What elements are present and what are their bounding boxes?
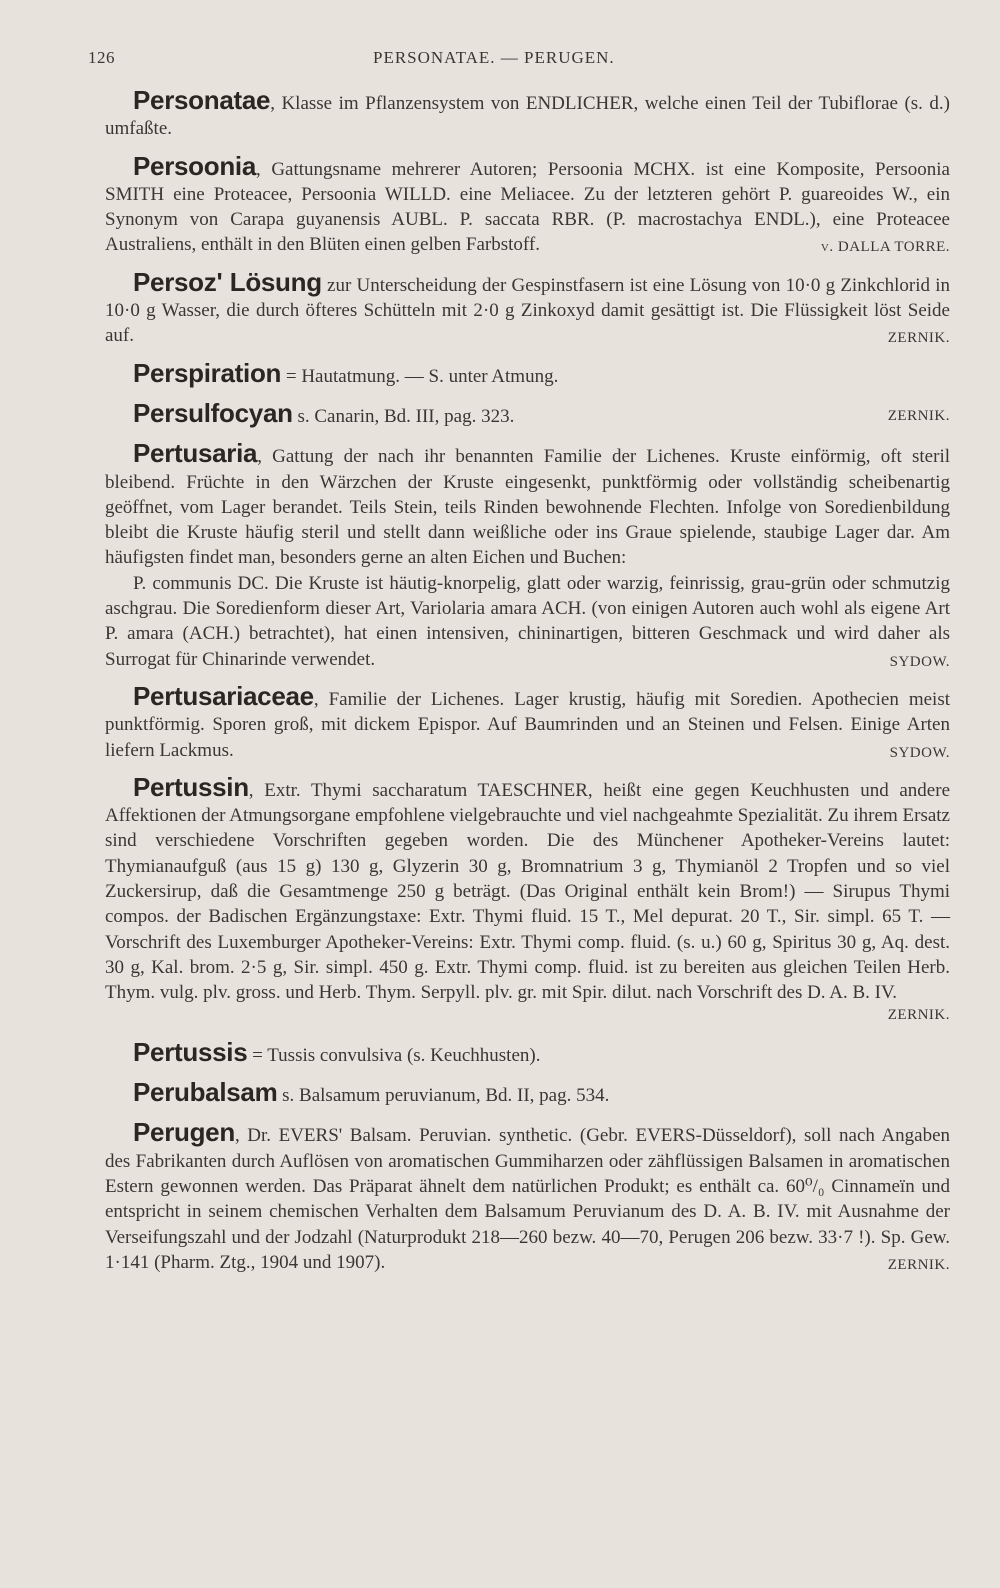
entry-headword: Pertussis	[133, 1036, 248, 1067]
entry-headword: Persulfocyan	[133, 397, 293, 428]
entry-text: Klasse im Pflanzensystem von ENDLICHER, welche einen Teil der Tubiflorae (s. d.) umfaßte.	[105, 93, 950, 140]
entry-headword: Pertusariaceae	[133, 680, 314, 711]
entry-persoz-loesung	[105, 266, 951, 349]
entry-personatae: Personatae, Klasse im Pflanzensystem von ENDLICHER, welche einen Teil der Tubiflorae (s. d.) umfaßte.	[105, 85, 950, 140]
entry-text: Familie der Lichenes. Lager krustig, häufig mit Soredien. Apothecien meist punktförmig. Sporen groß, mit dickem Epispor. Auf Baumrinden und an Steinen und Felsen. Einige Arten liefern Lackmus.	[105, 688, 951, 761]
entry-persulfocyan	[105, 397, 950, 429]
entry-text: = Tussis convulsiva (s. Keuchhusten).	[252, 1044, 541, 1066]
entry-headword: Pertussin	[133, 771, 249, 802]
entry-author: ZERNIK.	[887, 407, 950, 424]
entry-headword: Pertusaria	[133, 438, 258, 469]
page-number: 126	[88, 48, 115, 67]
entry-persoonia: Persoonia, Gattungsname mehrerer Autoren; Persoonia MCHX. ist eine Komposite, Persoonia SMITH eine Proteacee, Persoonia WILLD. eine Meliacee. Zu der letzteren gehört P. guareoides W., ein Synonym von Carapa guyanensis AUBL. P. saccata RBR. (P. macrostachya ENDL.), eine Proteacee Australiens, enthält in den Blüten einen gelben Farbstoff. v. DALLA TORRE.	[105, 154, 950, 258]
entry-subtext: P. communis DC. Die Kruste ist häutig-knorpelig, glatt oder warzig, feinrissig, grau-grün oder schmutzig aschgrau. Die Soredienform dieser Art, Variolaria amara ACH. (von einigen Autoren auch wohl als eigene Art P. amara (ACH.) betrachtet), hat einen intensiven, chininartigen, bitteren Geschmack und wird daher als Surrogat für Chinarinde verwendet.	[105, 572, 950, 670]
entry-author: ZERNIK.	[887, 330, 950, 347]
entry-pertusariaceae: Pertusariaceae, Familie der Lichenes. Lager krustig, häufig mit Soredien. Apothecien meist punktförmig. Sporen groß, mit dickem Epispor. Auf Baumrinden und an Steinen und Felsen. Einige Arten liefern Lackmus. SYDOW.	[105, 684, 950, 763]
entry-text: zur Unterscheidung der Gespinstfasern ist eine Lösung von 10·0 g Zinkchlorid in 10·0 g Wasser, die durch öfteres Schütteln mit 2·0 g Zinkoxyd damit gesättigt ist. Die Flüssigkeit löst Seide auf.	[105, 274, 951, 347]
entry-text: s. Balsamum peruvianum, Bd. II, pag. 534.	[282, 1085, 610, 1107]
running-title: PERSONATAE. — PERUGEN.	[373, 48, 615, 67]
entry-headword: Personatae	[133, 85, 271, 115]
entry-perspiration	[105, 357, 950, 389]
entry-perugen: Perugen, Dr. EVERS' Balsam. Peruvian. synthetic. (Gebr. EVERS-Düsseldorf), soll nach Angaben des Fabrikanten durch Auflösen von aromatischen Gummiharzen oder zähflüssigen Balsamen in aromatischen Estern gewonnen werden. Das Präparat ähnelt dem natürlichen Produkt; es enthält ca. 60⁰/₀ Cinnameïn und entspricht in seinem chemischen Verhalten dem Balsamum Peruvianum des D. A. B. IV. mit Ausnahme der Verseifungszahl und der Jodzahl (Naturprodukt 218—260 bezw. 40—70, Perugen 206 bezw. 33·7 !). Sp. Gew. 1·141 (Pharm. Ztg., 1904 und 1907). ZERNIK.	[105, 1120, 950, 1275]
entry-headword: Perubalsam	[133, 1077, 278, 1108]
entry-pertussis	[105, 1036, 950, 1068]
dictionary-entries	[105, 85, 951, 1287]
entry-text: Gattungsname mehrerer Autoren; Persoonia MCHX. ist eine Komposite, Persoonia SMITH eine Proteacee, Persoonia WILLD. eine Meliacee. Zu der letzteren gehört P. guareoides W., ein Synonym von Carapa guyanensis AUBL. P. saccata RBR. (P. macrostachya ENDL.), eine Proteacee Australiens, enthält in den Blüten einen gelben Farbstoff.	[105, 158, 950, 256]
entry-headword: Persoonia	[133, 150, 257, 181]
entry-author: SYDOW.	[889, 744, 950, 761]
entry-author: ZERNIK.	[887, 1006, 950, 1023]
entry-perubalsam	[105, 1077, 950, 1108]
entry-headword: Perugen	[133, 1117, 235, 1148]
entry-text: Dr. EVERS' Balsam. Peruvian. synthetic. (Gebr. EVERS-Düsseldorf), soll nach Angaben des Fabrikanten durch Auflösen von aromatischen Gummiharzen oder zähflüssigen Balsamen in aromatischen Estern gewonnen werden. Das Präparat ähnelt dem natürlichen Produkt; es enthält ca. 60⁰/₀ Cinnameïn und entspricht in seinem chemischen Verhalten dem Balsamum Peruvianum des D. A. B. IV. mit Ausnahme der Verseifungszahl und der Jodzahl (Naturprodukt 218—260 bezw. 40—70, Perugen 206 bezw. 33·7 !). Sp. Gew. 1·141 (Pharm. Ztg., 1904 und 1907).	[105, 1125, 950, 1273]
entry-headword: Persoz' Lösung	[133, 266, 322, 297]
entry-subsection	[105, 571, 950, 672]
entry-pertusaria: Pertusaria, Gattung der nach ihr benannten Familie der Lichenes. Kruste einförmig, oft steril bleibend. Früchte in den Wärzchen der Kruste eingesenkt, punktförmig oder vollständig scheibenartig geöffnet, vom Lager berandet. Teils Stein, teils Rinden bewohnende Flechten. Infolge von Soredienbildung bleibt die Kruste häufig steril und stellt dann weißliche oder ins Graue spielende, staubige Lager dar. Am häufigsten findet man, besonders gerne an alten Eichen und Buchen: P. communis DC. Die Kruste ist häutig-knorpelig, glatt oder warzig, feinrissig, grau-grün oder schmutzig aschgrau. Die Soredienform dieser Art, Variolaria amara ACH. (von einigen Autoren auch wohl als eigene Art P. amara (ACH.) betrachtet), hat einen intensiven, chininartigen, bitteren Geschmack und wird daher als Surrogat für Chinarinde verwendet. SYDOW.	[105, 441, 950, 672]
entry-text: Gattung der nach ihr benannten Familie der Lichenes. Kruste einförmig, oft steril bleibend. Früchte in den Wärzchen der Kruste eingesenkt, punktförmig oder vollständig scheibenartig geöffnet, vom Lager berandet. Teils Stein, teils Rinden bewohnende Flechten. Infolge von Soredienbildung bleibt die Kruste häufig steril und stellt dann weißliche oder ins Graue spielende, staubige Lager dar. Am häufigsten findet man, besonders gerne an alten Eichen und Buchen:	[105, 446, 951, 569]
entry-author: SYDOW.	[889, 653, 950, 670]
entry-text: Extr. Thymi saccharatum TAESCHNER, heißt eine gegen Keuchhusten und andere Affektionen der Atmungsorgane empfohlene vielgebrauchte und viel nachgeahmte Spezialität. Zu ihrem Ersatz sind verschiedene Vorschriften gegeben worden. Die des Münchener Apotheker-Vereins lautet: Thymianaufguß (aus 15 g) 130 g, Glyzerin 30 g, Bromnatrium 3 g, Thymianöl 2 Tropfen und so viel Zuckersirup, daß die Gesamtmenge 250 g beträgt. (Das Original enthält kein Brom!) — Sirupus Thymi compos. der Badischen Ergänzungstaxe: Extr. Thymi fluid. 15 T., Mel depurat. 20 T., Sir. simpl. 65 T. — Vorschrift des Luxemburger Apotheker-Vereins: Extr. Thymi comp. fluid. (s. u.) 60 g, Spiritus 30 g, Aq. dest. 30 g, Kal. brom. 2·5 g, Sir. simpl. 450 g. Extr. Thymi comp. fluid. ist zu bereiten aus gleichen Teilen Herb. Thym. vulg. plv. gross. und Herb. Thym. Serpyll. plv. gr. mit Spir. dilut. nach Vorschrift des D. A. B. IV.	[105, 779, 951, 1004]
entry-text: s. Canarin, Bd. III, pag. 323.	[297, 405, 515, 427]
entry-author: v. DALLA TORRE.	[820, 239, 950, 256]
entry-author: ZERNIK.	[887, 1256, 950, 1273]
entry-headword: Perspiration	[133, 357, 282, 388]
page-header	[88, 48, 940, 76]
entry-text: = Hautatmung. — S. unter Atmung.	[285, 365, 559, 387]
entry-pertussin: Pertussin, Extr. Thymi saccharatum TAESCHNER, heißt eine gegen Keuchhusten und andere Affektionen der Atmungsorgane empfohlene vielgebrauchte und viel nachgeahmte Spezialität. Zu ihrem Ersatz sind verschiedene Vorschriften gegeben worden. Die des Münchener Apotheker-Vereins lautet: Thymianaufguß (aus 15 g) 130 g, Glyzerin 30 g, Bromnatrium 3 g, Thymianöl 2 Tropfen und so viel Zuckersirup, daß die Gesamtmenge 250 g beträgt. (Das Original enthält kein Brom!) — Sirupus Thymi compos. der Badischen Ergänzungstaxe: Extr. Thymi fluid. 15 T., Mel depurat. 20 T., Sir. simpl. 65 T. — Vorschrift des Luxemburger Apotheker-Vereins: Extr. Thymi comp. fluid. (s. u.) 60 g, Spiritus 30 g, Aq. dest. 30 g, Kal. brom. 2·5 g, Sir. simpl. 450 g. Extr. Thymi comp. fluid. ist zu bereiten aus gleichen Teilen Herb. Thym. vulg. plv. gross. und Herb. Thym. Serpyll. plv. gr. mit Spir. dilut. nach Vorschrift des D. A. B. IV. ZERNIK.	[105, 775, 950, 1028]
